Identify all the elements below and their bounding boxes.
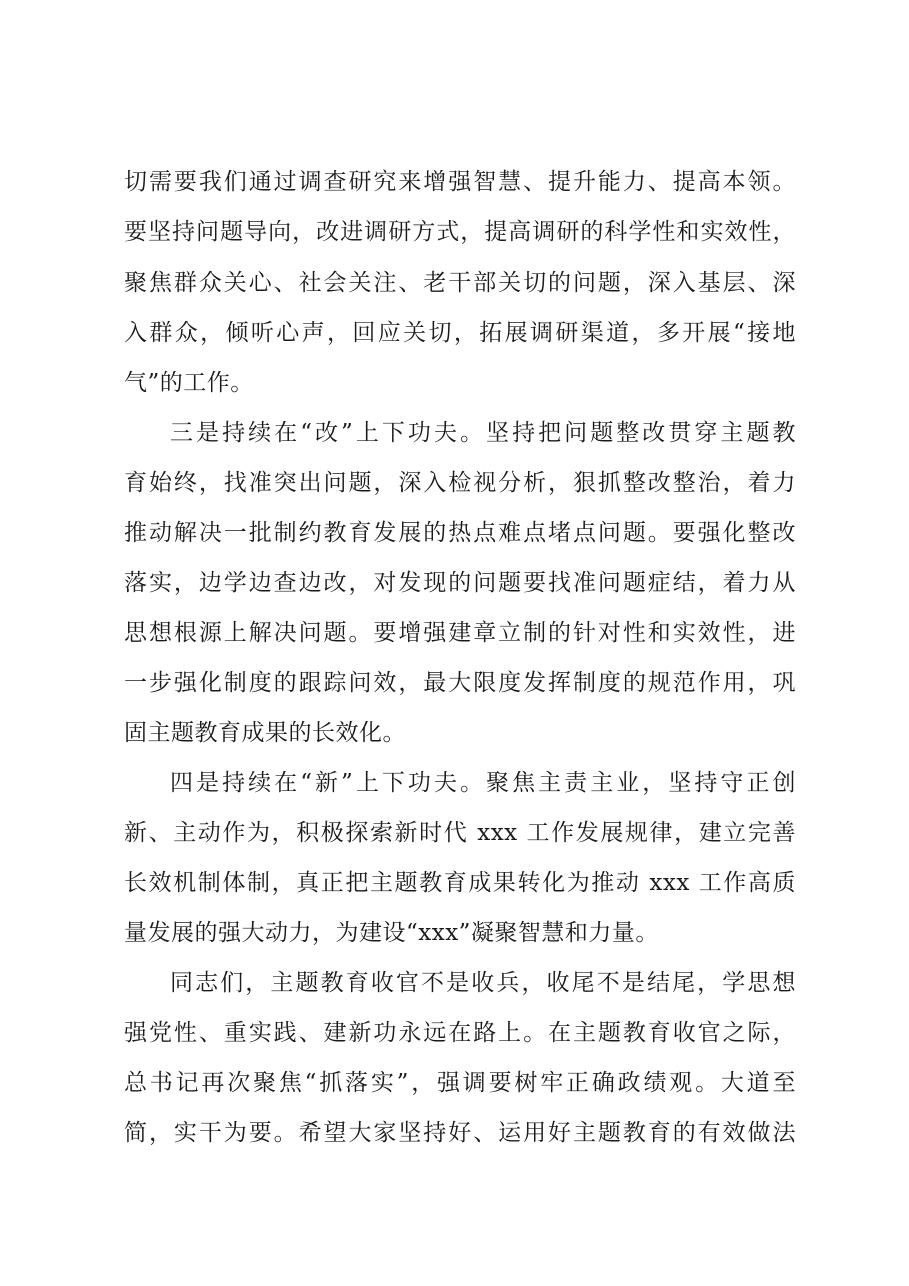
text-line: 要坚持问题导向，改进调研方式，提高调研的科学性和实效性， [124,219,796,245]
text-line: 思想根源上解决问题。要增强建章立制的针对性和实效性，进 [124,620,796,646]
paragraph-start-line: 同志们，主题教育收官不是收兵，收尾不是结尾，学思想 [170,970,796,996]
text-line: 聚焦群众关心、社会关注、老干部关切的问题，深入基层、深 [124,270,796,296]
text-line: 落实，边学边查边改，对发现的问题要找准问题症结，着力从 [124,570,796,596]
text-line: 固主题教育成果的长效化。 [124,720,406,746]
text-line: 量发展的强大动力，为建设“xxx”凝聚智慧和力量。 [124,920,659,946]
text-line: 切需要我们通过调查研究来增强智慧、提升能力、提高本领。 [124,169,796,195]
text-line: 简，实干为要。希望大家坚持好、运用好主题教育的有效做法 [124,1120,796,1146]
text-line: 一步强化制度的跟踪问效，最大限度发挥制度的规范作用，巩 [124,670,796,696]
text-line: 育始终，找准突出问题，深入检视分析，狠抓整改整治，着力 [124,470,796,496]
paragraph-start-line: 四是持续在“新”上下功夫。聚焦主责主业，坚持守正创 [170,770,796,796]
text-line: 强党性、重实践、建新功永远在路上。在主题教育收官之际， [124,1020,796,1046]
text-line: 气”的工作。 [124,370,254,396]
paragraph-start-line: 三是持续在“改”上下功夫。坚持把问题整改贯穿主题教 [170,420,796,446]
text-line: 长效机制体制，真正把主题教育成果转化为推动 xxx 工作高质 [124,870,796,896]
text-line: 推动解决一批制约教育发展的热点难点堵点问题。要强化整改 [124,520,796,546]
text-line: 新、主动作为，积极探索新时代 xxx 工作发展规律，建立完善 [124,820,796,846]
text-line: 总书记再次聚焦“抓落实”，强调要树牢正确政绩观。大道至 [124,1070,796,1096]
text-line: 入群众，倾听心声，回应关切，拓展调研渠道，多开展“接地 [124,320,796,346]
